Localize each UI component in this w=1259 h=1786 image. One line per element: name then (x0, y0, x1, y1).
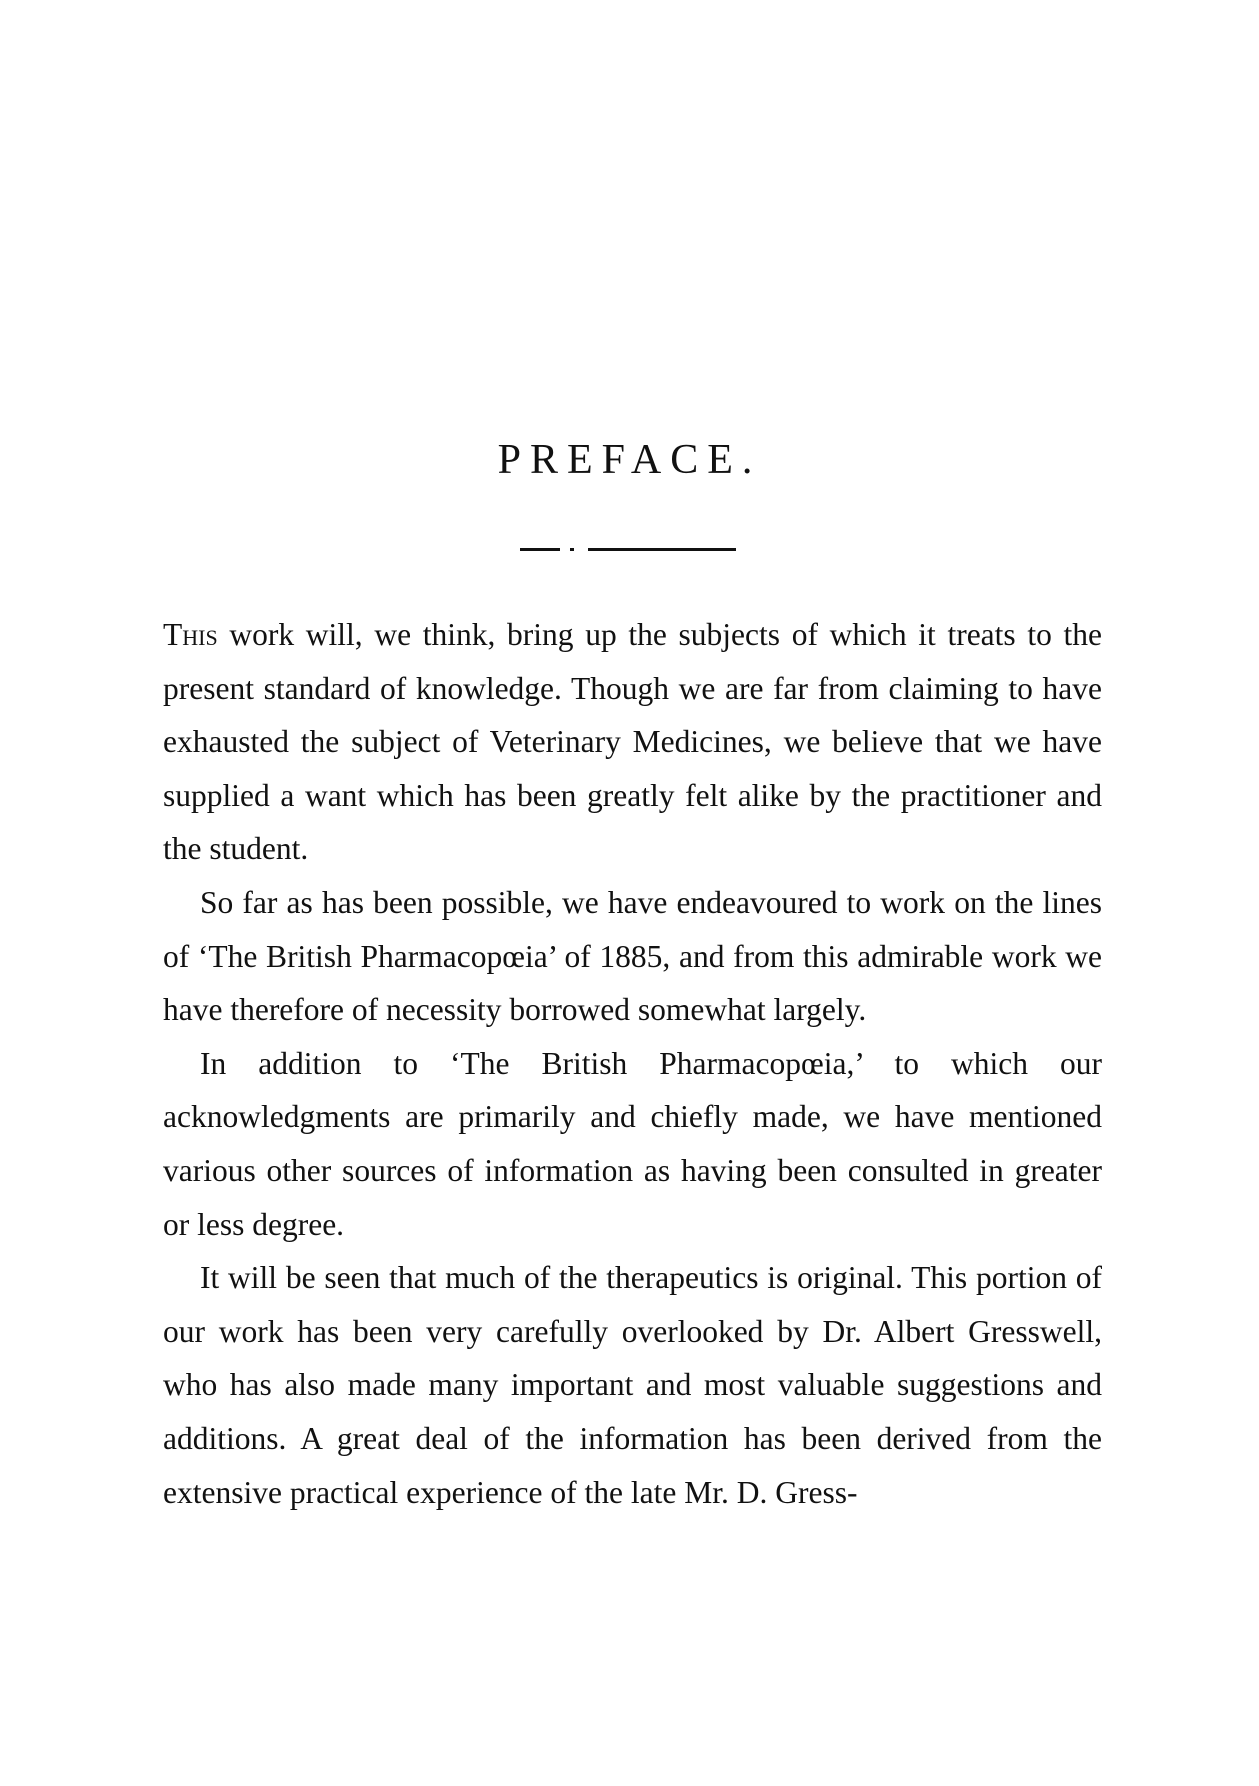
paragraph-1-text: work will, we think, bring up the subjects of which it treats to the present standard of knowledge. Though we are far from claiming to have exhausted the subject of Veterinary Medicines, we believe that we have supplied a want which has been greatly felt alike by the practitioner and the student. (163, 617, 1102, 867)
paragraph-1-lead: This (163, 617, 218, 652)
title-rule-dot (570, 548, 574, 551)
paragraph-1 (163, 608, 1102, 876)
title-rule-long (588, 548, 736, 551)
page-title: PREFACE. (497, 437, 762, 483)
paragraph-4: It will be seen that much of the therapeutics is original. This portion of our work has been very carefully overlooked by Dr. Albert Gresswell, who has also made many important and most valuable suggestions and additions. A great deal of the information has been derived from the extensive practical experience of the late Mr. D. Gress- (163, 1260, 1102, 1510)
title-rule-short (520, 548, 560, 551)
preface-body (163, 608, 1102, 1519)
paragraph-2: So far as has been possible, we have endeavoured to work on the lines of ‘The British Pharmacopœia’ of 1885, and from this admirable work we have therefore of necessity borrowed somewhat largely. (163, 884, 1102, 1028)
paragraph-3: In addition to ‘The British Pharmacopœia,’ to which our acknowledgments are primarily and chiefly made, we have mentioned various other sources of information as having been consulted in greater or less degree. (163, 1045, 1102, 1242)
